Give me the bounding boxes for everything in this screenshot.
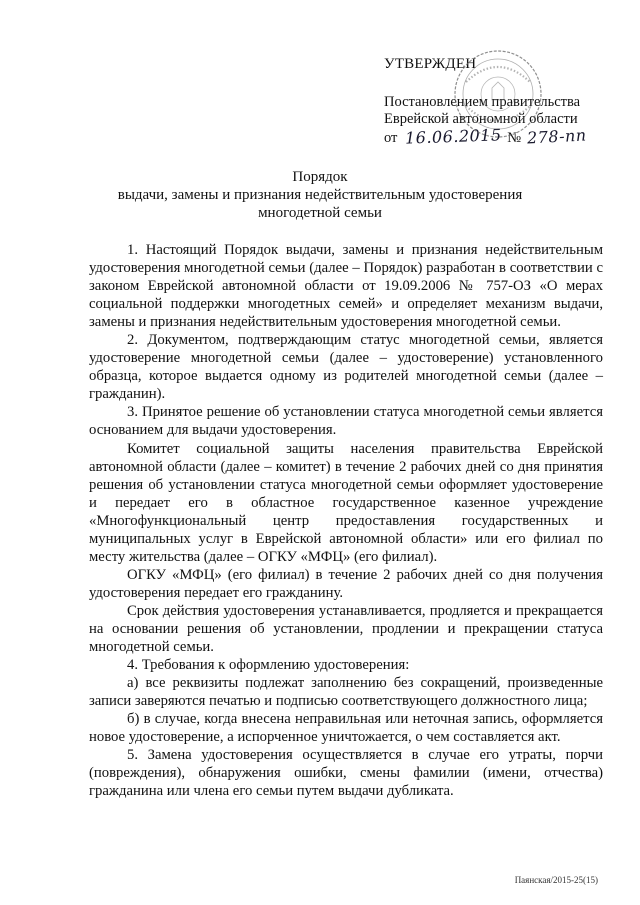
paragraph-3: 3. Принятое решение об установлении статуса многодетной семьи является основанием для выдачи удостоверения. [89, 404, 603, 439]
handwritten-number: 278-пп [526, 125, 587, 148]
document-body [89, 241, 603, 800]
footer-document-code: Паянская/2015-25(15) [514, 875, 598, 885]
title-line-1: Порядок [292, 169, 348, 185]
paragraph-term: Срок действия удостоверения устанавливается, продляется и прекращается на основании решения об установлении, продлении и прекращении статуса многодетной семьи. [89, 602, 603, 656]
approval-line-1: Постановлением правительства [384, 94, 581, 110]
paragraph-2: 2. Документом, подтверждающим статус многодетной семьи, является удостоверение многодетной семьи (далее – удостоверение) установленного образца, которое выдается одному из родителей многодетной семьи (далее – гражданин). [89, 332, 603, 403]
approval-block [384, 56, 614, 147]
title-line-3: многодетной семьи [258, 205, 382, 221]
approval-number-sign: № [507, 130, 522, 146]
paragraph-mfc: ОГКУ «МФЦ» (его филиал) в течение 2 рабочих дней со дня получения удостоверения передает его гражданину. [89, 566, 603, 601]
approval-heading: УТВЕРЖДЕН [384, 56, 477, 72]
paragraph-committee: Комитет социальной защиты населения правительства Еврейской автономной области (далее – комитет) в течение 2 рабочих дней со дня принятия решения об установлении статуса многодетной семьи оформляет удостоверение и передает его в областное государственное казенное учреждение «Многофункциональный центр предоставления государственных и муниципальных услуг в Еврейской автономной области» или его филиал по месту жительства (далее – ОГКУ «МФЦ» (его филиал). [89, 440, 603, 565]
paragraph-4a: а) все реквизиты подлежат заполнению без сокращений, произведенные записи заверяются печатью и подписью соответствующего должностного лица; [89, 675, 603, 710]
document-title [70, 168, 570, 222]
paragraph-1: 1. Настоящий Порядок выдачи, замены и признания недействительным удостоверения многодетной семьи (далее – Порядок) разработан в соответствии с законом Еврейской автономной области от 19.09.2006 № 757-ОЗ «О мерах социальной поддержки многодетных семей» и определяет механизм выдачи, замены и признания недействительным удостоверения многодетной семьи. [89, 242, 603, 331]
handwritten-date: 16.06.2015 [404, 125, 502, 148]
paragraph-5: 5. Замена удостоверения осуществляется в случае его утраты, порчи (повреждения), обнаружения ошибки, смены фамилии (имени, отчества) гражданина или члена его семьи путем выдачи дубликата. [89, 747, 603, 800]
approval-from-label: от [384, 130, 398, 146]
approval-line-2: Еврейской автономной области [384, 111, 578, 127]
title-line-2: выдачи, замены и признания недействительным удостоверения [117, 187, 523, 203]
paragraph-4b: б) в случае, когда внесена неправильная или неточная запись, оформляется новое удостоверение, а испорченное уничтожается, о чем составляется акт. [89, 711, 603, 746]
approval-date-line [384, 125, 614, 148]
paragraph-4: 4. Требования к оформлению удостоверения: [127, 657, 410, 674]
